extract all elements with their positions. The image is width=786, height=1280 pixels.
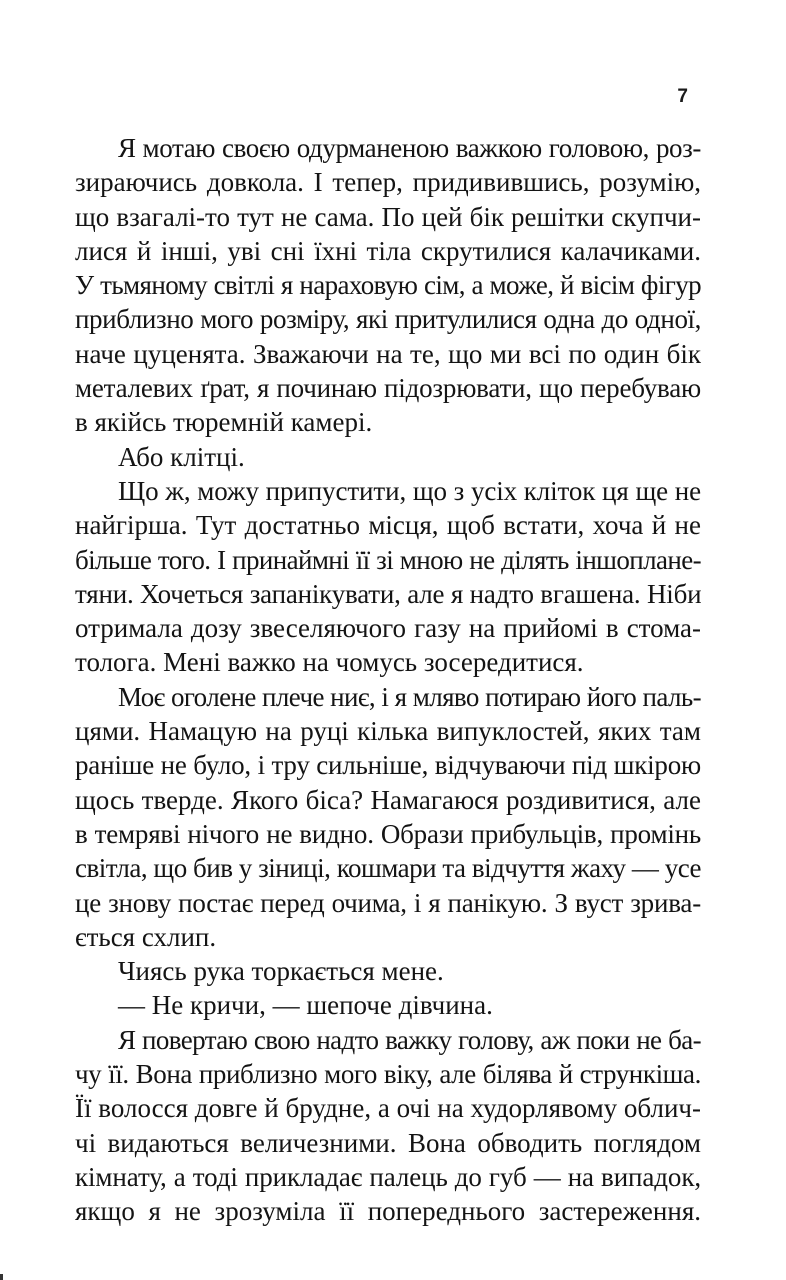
text-line: раніше не було, і тру сильніше, відчуваючи під шкірою [75, 750, 701, 781]
text-line: наче цуценята. Зважаючи на те, що ми всі по один бік [75, 338, 701, 369]
text-line: чу її. Вона приблизно мого віку, але білява й стрункіша. [75, 1059, 701, 1090]
text-line: зираючись довкола. І тепер, придивившись, розумію, [75, 167, 701, 198]
text-line: світла, що бив у зіниці, кошмари та відчуття жаху — усе [75, 853, 701, 884]
text-line: більше того. І принаймні її зі мною не ділять іншопланe- [75, 544, 701, 575]
text-line: чі видаються величезними. Вона обводить поглядом [75, 1127, 701, 1158]
text-line: в якійсь тюремній камері. [75, 407, 373, 438]
text-line: в темряві нічого не видно. Образи прибульців, промінь [75, 818, 701, 849]
text-line: приблизно мого розміру, які притулилися одна до одної, [75, 304, 701, 335]
text-line: Її волосся довге й брудне, а очі на худорлявому облич- [75, 1093, 701, 1124]
text-line: цями. Намацую на руці кілька випуклостей, яких там [75, 716, 701, 747]
text-line: кімнату, а тоді прикладає палець до губ — на випадок, [75, 1161, 701, 1192]
page-edge-mark [0, 1274, 3, 1280]
text-line: ється схлип. [75, 921, 217, 952]
text-line: — Не кричи, — шепоче дівчина. [118, 990, 493, 1021]
text-line: толога. Мені важко на чомусь зосередитися. [75, 647, 584, 678]
text-line: лися й інші, уві сні їхні тіла скрутилися калачиками. [75, 235, 701, 266]
text-line: Моє оголене плече ниє, і я мляво потираю його паль- [118, 681, 701, 712]
text-line: тяни. Хочеться запанікувати, але я надто вгашена. Ніби [75, 578, 702, 609]
text-line: Я мотаю своєю одурманеною важкою головою, роз- [118, 133, 701, 163]
text-line: Що ж, можу припустити, що з усіх кліток ця ще не [118, 475, 701, 506]
body-text [75, 131, 701, 1229]
text-line: Чиясь рука торкається мене. [118, 956, 444, 987]
text-line: щось тверде. Якого біса? Намагаюся роздивитися, але [75, 784, 701, 815]
page-number: 7 [677, 86, 688, 107]
text-line: У тьмяному світлі я нараховую сім, а може, й вісім фігур [75, 270, 701, 301]
text-line: що взагалі-то тут не сама. По цей бік решітки скупчи- [75, 201, 701, 232]
text-line: найгірша. Тут достатньо місця, щоб встати, хоча й не [75, 510, 701, 541]
text-line: Я повертаю свою надто важку голову, аж поки не ба- [118, 1024, 701, 1055]
text-line: якщо я не зрозуміла її попереднього застереження. [75, 1196, 701, 1227]
text-line: отримала дозу звеселяючого газу на прийомі в стома- [75, 613, 701, 644]
text-line: металевих ґрат, я починаю підозрювати, що перебуваю [75, 373, 701, 404]
text-line: це знову постає перед очима, і я панікую. З вуст зрива- [75, 887, 701, 918]
text-line: Або клітці. [118, 441, 245, 472]
